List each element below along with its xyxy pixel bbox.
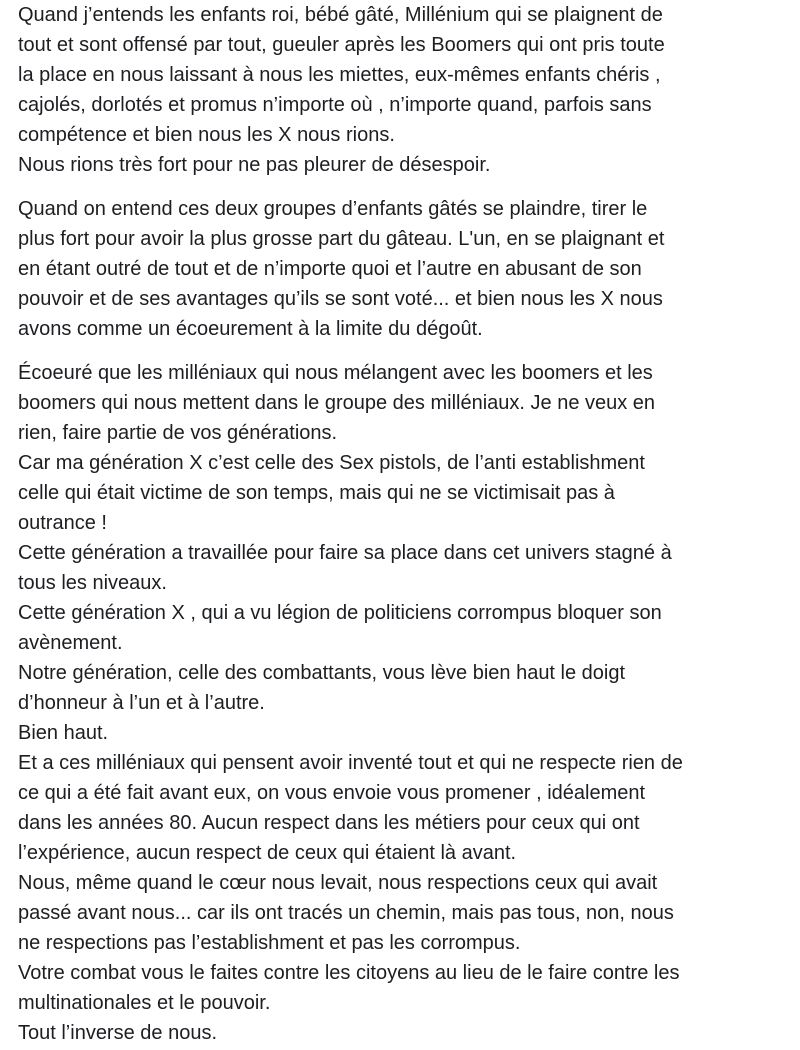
text-line: multinationales et le pouvoir. xyxy=(18,992,271,1014)
text-line: Quand on entend ces deux groupes d’enfants gâtés se plaindre, tirer le xyxy=(18,198,648,220)
text-line: Cette génération X , qui a vu légion de politiciens corrompus bloquer son xyxy=(18,602,662,624)
text-line: compétence et bien nous les X nous rions. xyxy=(18,124,395,146)
text-line: tout et sont offensé par tout, gueuler après les Boomers qui ont pris toute xyxy=(18,34,665,56)
text-line: plus fort pour avoir la plus grosse part du gâteau. L'un, en se plaignant et xyxy=(18,228,665,250)
text-line: passé avant nous... car ils ont tracés un chemin, mais pas tous, non, nous xyxy=(18,902,674,924)
text-line: Nous, même quand le cœur nous levait, nous respections ceux qui avait xyxy=(18,872,658,894)
text-line: Cette génération a travaillée pour faire sa place dans cet univers stagné à xyxy=(18,542,672,564)
text-line: avons comme un écoeurement à la limite du dégoût. xyxy=(18,318,483,340)
text-line: Bien haut. xyxy=(18,722,109,744)
text-line: boomers qui nous mettent dans le groupe des milléniaux. Je ne veux en xyxy=(18,392,656,414)
text-line: Nous rions très fort pour ne pas pleurer de désespoir. xyxy=(18,154,491,176)
text-line: l’expérience, aucun respect de ceux qui étaient là avant. xyxy=(18,842,517,864)
text-line: pouvoir et de ses avantages qu’ils se sont voté... et bien nous les X nous xyxy=(18,288,663,310)
text-line: dans les années 80. Aucun respect dans les métiers pour ceux qui ont xyxy=(18,812,640,834)
text-line: la place en nous laissant à nous les miettes, eux-mêmes enfants chéris , xyxy=(18,64,661,86)
text-line: avènement. xyxy=(18,632,123,654)
text-line: Car ma génération X c’est celle des Sex pistols, de l’anti establishment xyxy=(18,452,645,474)
text-line: d’honneur à l’un et à l’autre. xyxy=(18,692,265,714)
text-line: Tout l’inverse de nous. xyxy=(18,1022,218,1044)
paragraph-3 xyxy=(18,358,790,1048)
text-line: cajolés, dorlotés et promus n’importe où , n’importe quand, parfois sans xyxy=(18,94,652,116)
text-line: Votre combat vous le faites contre les citoyens au lieu de le faire contre les xyxy=(18,962,680,984)
text-line: Quand j’entends les enfants roi, bébé gâté, Millénium qui se plaignent de xyxy=(18,4,663,26)
text-line: ne respections pas l’establishment et pas les corrompus. xyxy=(18,932,521,954)
paragraph-1 xyxy=(18,0,790,180)
text-line: ce qui a été fait avant eux, on vous envoie vous promener , idéalement xyxy=(18,782,646,804)
text-line: celle qui était victime de son temps, mais qui ne se victimisait pas à xyxy=(18,482,615,504)
text-line: en étant outré de tout et de n’importe quoi et l’autre en abusant de son xyxy=(18,258,642,280)
text-line: outrance ! xyxy=(18,512,107,534)
text-line: Et a ces milléniaux qui pensent avoir inventé tout et qui ne respecte rien de xyxy=(18,752,683,774)
text-line: rien, faire partie de vos générations. xyxy=(18,422,338,444)
text-line: tous les niveaux. xyxy=(18,572,167,594)
text-line: Notre génération, celle des combattants, vous lève bien haut le doigt xyxy=(18,662,626,684)
paragraph-2 xyxy=(18,194,790,344)
text-line: Écoeuré que les milléniaux qui nous mélangent avec les boomers et les xyxy=(18,362,653,384)
